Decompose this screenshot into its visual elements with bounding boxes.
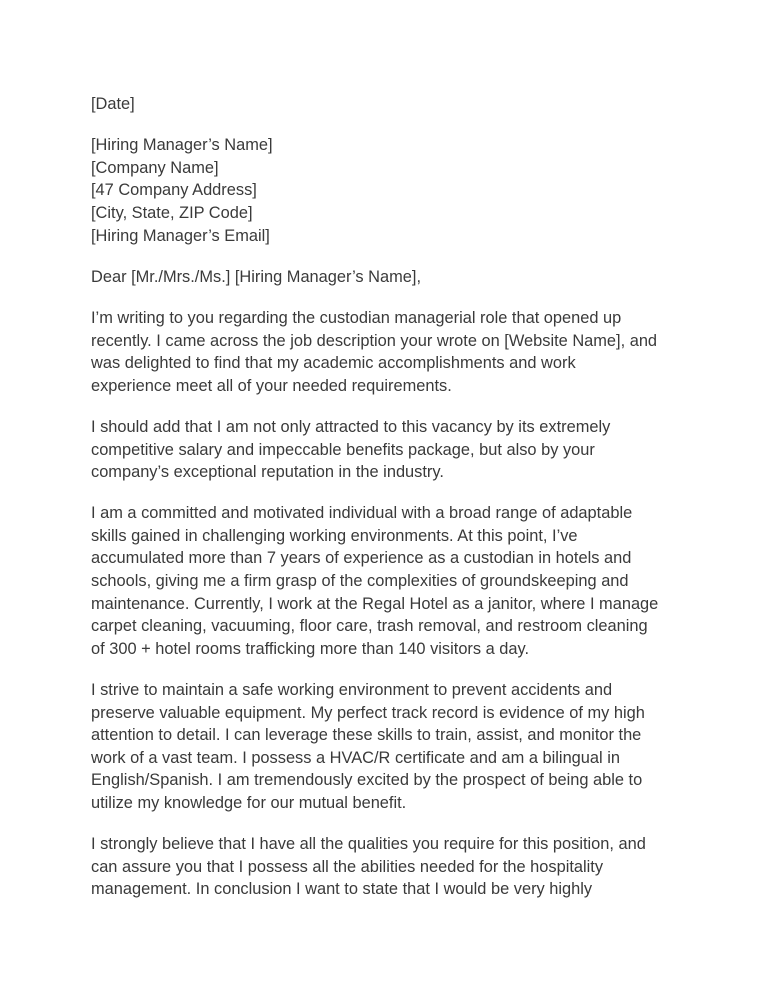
- salutation: [91, 266, 691, 289]
- paragraph-line: carpet cleaning, vacuuming, floor care, trash removal, and restroom cleaning: [91, 617, 648, 636]
- paragraph-line: schools, giving me a firm grasp of the complexities of groundskeeping and: [91, 572, 629, 591]
- recipient-address: [47 Company Address]: [91, 181, 257, 200]
- paragraph-line: can assure you that I possess all the abilities needed for the hospitality: [91, 857, 604, 876]
- paragraph-line: work of a vast team. I possess a HVAC/R certificate and am a bilingual in: [91, 748, 620, 767]
- paragraph-line: I strongly believe that I have all the qualities you require for this position, and: [91, 835, 646, 854]
- paragraph-3: [91, 502, 691, 660]
- paragraph-line: I am a committed and motivated individual with a broad range of adaptable: [91, 504, 633, 523]
- date-text: [Date]: [91, 95, 135, 113]
- paragraph-line: preserve valuable equipment. My perfect track record is evidence of my high: [91, 703, 645, 722]
- paragraph-line: skills gained in challenging working environments. At this point, I’ve: [91, 526, 578, 545]
- paragraph-line: management. In conclusion I want to state that I would be very highly: [91, 880, 593, 899]
- paragraph-5: [91, 833, 691, 901]
- paragraph-4: [91, 679, 691, 815]
- salutation-text: Dear [Mr./Mrs./Ms.] [Hiring Manager’s Name],: [91, 267, 422, 286]
- paragraph-line: experience meet all of your needed requirements.: [91, 376, 452, 395]
- recipient-company: [Company Name]: [91, 158, 219, 177]
- recipient-address-block: [91, 134, 691, 247]
- cover-letter-body: [91, 93, 691, 920]
- date-line: [91, 93, 691, 116]
- paragraph-line: accumulated more than 7 years of experience as a custodian in hotels and: [91, 549, 632, 568]
- recipient-name: [Hiring Manager’s Name]: [91, 136, 273, 155]
- paragraph-line: English/Spanish. I am tremendously excited by the prospect of being able to: [91, 771, 643, 790]
- paragraph-line: company’s exceptional reputation in the industry.: [91, 463, 444, 482]
- recipient-email: [Hiring Manager’s Email]: [91, 226, 270, 245]
- paragraph-line: I’m writing to you regarding the custodian managerial role that opened up: [91, 308, 622, 327]
- paragraph-line: attention to detail. I can leverage these skills to train, assist, and monitor the: [91, 726, 642, 745]
- paragraph-line: maintenance. Currently, I work at the Regal Hotel as a janitor, where I manage: [91, 594, 659, 613]
- paragraph-line: I should add that I am not only attracted to this vacancy by its extremely: [91, 417, 611, 436]
- paragraph-line: recently. I came across the job description your wrote on [Website Name], and: [91, 331, 658, 350]
- recipient-city-state-zip: [City, State, ZIP Code]: [91, 203, 253, 222]
- paragraph-line: was delighted to find that my academic accomplishments and work: [91, 354, 576, 373]
- paragraph-2: [91, 416, 691, 484]
- paragraph-line: of 300 + hotel rooms trafficking more than 140 visitors a day.: [91, 639, 530, 658]
- paragraph-line: I strive to maintain a safe working environment to prevent accidents and: [91, 681, 613, 700]
- paragraph-line: competitive salary and impeccable benefits package, but also by your: [91, 440, 595, 459]
- paragraph-line: utilize my knowledge for our mutual benefit.: [91, 794, 407, 812]
- paragraph-1: [91, 307, 691, 397]
